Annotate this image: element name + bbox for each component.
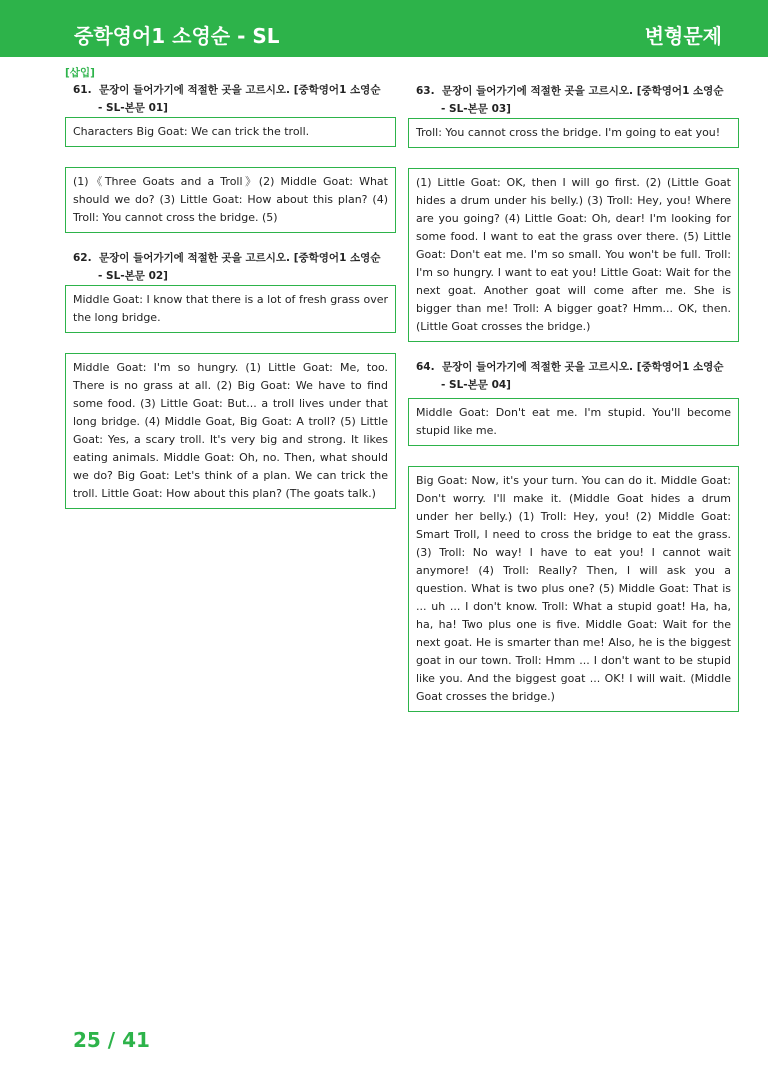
- question-63-prompt: [416, 82, 739, 118]
- page-header: [0, 0, 768, 57]
- header-category: 변형문제: [644, 24, 722, 48]
- passage-box: (1) Little Goat: OK, then I will go first. (2) (Little Goat hides a drum under his belly.) (3) Troll: Hey, you! Where are you going? (4) Little Goat: Oh, dear! I'm looking for some food. I want to eat the grass over there. (5) Little Goat: Don't eat me. I'm so small. You won't be full. Troll: I'm so hungry. I want to eat you! Little Goat: Wait for the next goat. Another goat will come after me. She is bigger than me! Troll: A bigger goat? Hmm... OK, then. (Little Goat crosses the bridge.): [408, 168, 739, 342]
- passage-box: (1)《Three Goats and a Troll》(2) Middle Goat: What should we do? (3) Little Goat: How about this plan? (4) Troll: You cannot cross the bridge. (5): [65, 167, 396, 233]
- question-61-prompt: [73, 81, 396, 117]
- given-sentence-box: Characters Big Goat: We can trick the troll.: [65, 117, 396, 147]
- page-number: 25 / 41: [73, 1028, 150, 1052]
- question-prompt-source: - SL-본문 04]: [441, 379, 511, 391]
- question-64-prompt: [416, 358, 739, 394]
- question-number: 63.: [416, 85, 435, 97]
- question-prompt: 문장이 들어가기에 적절한 곳을 고르시오. [중학영어1 소영순: [442, 361, 724, 373]
- page-title: 중학영어1 소영순 - SL: [74, 24, 280, 48]
- given-sentence-box: Middle Goat: I know that there is a lot of fresh grass over the long bridge.: [65, 285, 396, 333]
- question-number: 64.: [416, 361, 435, 373]
- question-prompt-source: - SL-본문 03]: [441, 103, 511, 115]
- question-62-prompt: [73, 249, 396, 285]
- question-prompt-source: - SL-본문 02]: [98, 270, 168, 282]
- given-sentence-box: Troll: You cannot cross the bridge. I'm going to eat you!: [408, 118, 739, 148]
- question-prompt: 문장이 들어가기에 적절한 곳을 고르시오. [중학영어1 소영순: [442, 85, 724, 97]
- section-label: [삽입]: [65, 67, 95, 79]
- left-column: [65, 65, 396, 509]
- question-number: 61.: [73, 84, 92, 96]
- passage-box: Middle Goat: I'm so hungry. (1) Little Goat: Me, too. There is no grass at all. (2) Big Goat: We have to find some food. (3) Little Goat: But... a troll lives under that long bridge. (4) Middle Goat, Big Goat: A troll? (5) Little Goat: Yes, a scary troll. It's very big and strong. It likes eating animals. Middle Goat: Oh, no. Then, what should we do? Big Goat: Let's think of a plan. We can trick the troll. Little Goat: How about this plan? (The goats talk.): [65, 353, 396, 509]
- question-prompt: 문장이 들어가기에 적절한 곳을 고르시오. [중학영어1 소영순: [99, 84, 381, 96]
- right-column: [408, 82, 739, 712]
- given-sentence-box: Middle Goat: Don't eat me. I'm stupid. You'll become stupid like me.: [408, 398, 739, 446]
- question-number: 62.: [73, 252, 92, 264]
- question-prompt-source: - SL-본문 01]: [98, 102, 168, 114]
- question-prompt: 문장이 들어가기에 적절한 곳을 고르시오. [중학영어1 소영순: [99, 252, 381, 264]
- passage-box: Big Goat: Now, it's your turn. You can do it. Middle Goat: Don't worry. I'll make it. (Middle Goat hides a drum under her belly.) (1) Troll: Hey, you! (2) Middle Goat: Smart Troll, I need to cross the bridge to eat the grass. (3) Troll: No way! I have to eat you! I cannot wait anymore! (4) Troll: Really? Then, I will ask you a question. What is two plus one? (5) Middle Goat: That is ... uh ... I don't know. Troll: What a stupid goat! Ha, ha, ha, ha! Two plus one is five. Middle Goat: Wait for the next goat. He is smarter than me! Also, he is the biggest goat in our town. Troll: Hmm ... I don't want to be stupid like you. And the biggest goat ... OK! I will wait. (Middle Goat crosses the bridge.): [408, 466, 739, 712]
